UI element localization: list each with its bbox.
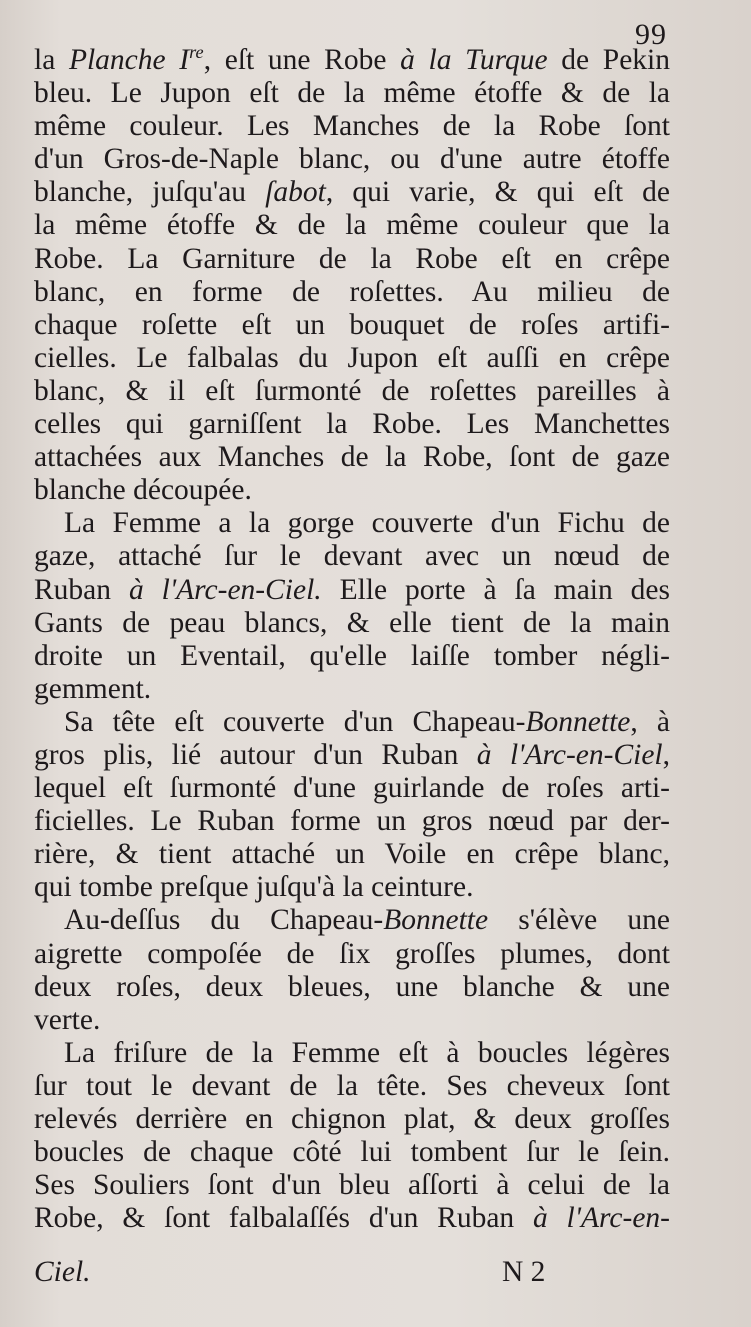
text-line [34, 1037, 670, 1070]
text-line [34, 574, 670, 607]
text-run: Ruban [34, 573, 129, 606]
text-line [34, 607, 670, 640]
text-line [34, 408, 670, 441]
text-line [34, 805, 670, 838]
text-run: qui tombe preſque juſqu'à la ceinture. [34, 871, 474, 904]
text-run: deux roſes, deux bleues, une blanche & une [34, 970, 670, 1003]
text-run: gaze, attaché ſur le devant avec un nœud de [34, 540, 670, 573]
text-run: cielles. Le falbalas du Jupon eſt auſſi en crêpe [34, 341, 670, 374]
text-run: bleu. Le Jupon eſt de la même étoffe & de la [34, 77, 670, 110]
text-run: s'élève une [488, 904, 670, 937]
text-line [34, 309, 670, 342]
text-line [34, 474, 670, 507]
text-run: La Femme a la gorge couverte d'un Fichu de [64, 507, 670, 540]
text-run: , qui varie, & qui eſt de [325, 176, 670, 209]
text-run: ficielles. Le Ruban forme un gros nœud par der- [34, 805, 670, 838]
text-run: ſur tout le devant de la tête. Ses cheveux ſont [34, 1069, 670, 1102]
text-run: Au-deſſus du Chapeau- [64, 904, 384, 937]
text-line [34, 739, 670, 772]
text-run: blanc, & il eſt ſurmonté de roſettes pareilles à [34, 374, 670, 407]
italic-text: Planche I [68, 44, 190, 76]
text-line [34, 938, 670, 971]
text-run: La friſure de la Femme eſt à boucles légères [64, 1036, 670, 1069]
text-run: lequel eſt ſurmonté d'une guirlande de roſes arti- [34, 772, 670, 805]
text-line [34, 540, 670, 573]
text-line [34, 640, 670, 673]
text-run: Gants de peau blancs, & elle tient de la main [34, 606, 670, 639]
text-run: , [662, 738, 670, 771]
text-run: la même étoffe & de la même couleur que la [34, 209, 670, 242]
signature-mark: N 2 [502, 1256, 546, 1288]
text-run: Elle porte à ſa main des [321, 573, 670, 606]
text-line [34, 243, 670, 276]
text-line [34, 1070, 670, 1103]
text-line [34, 507, 670, 540]
text-run: Ses Souliers ſont d'un bleu aſſorti à celui de la [34, 1169, 670, 1202]
text-line [34, 1136, 670, 1169]
text-line [34, 77, 670, 110]
text-line [34, 1103, 670, 1136]
text-line [34, 176, 670, 209]
text-run: rière, & tient attaché un Voile en crêpe blanc, [34, 838, 670, 871]
text-run: , eſt une Robe [203, 44, 401, 76]
text-line [34, 441, 670, 474]
text-run: gemment. [34, 672, 152, 705]
text-run: de Pekin [547, 44, 670, 76]
text-run: verte. [34, 1003, 101, 1036]
text-line [34, 1202, 670, 1235]
text-run: blanche, juſqu'au [34, 176, 266, 209]
text-run: d'un Gros-de-Naple blanc, ou d'une autre étoffe [34, 143, 670, 176]
text-run: attachées aux Manches de la Robe, ſont de gaze [34, 441, 670, 474]
body-text [34, 44, 670, 1235]
text-run: relevés derrière en chignon plat, & deux groſſes [34, 1103, 670, 1135]
text-line [34, 971, 670, 1004]
text-run: boucles de chaque côté lui tombent ſur le ſein. [34, 1136, 670, 1169]
text-line [34, 143, 670, 176]
text-run: même couleur. Les Manches de la Robe ſont [34, 110, 670, 143]
italic-text: re [189, 42, 204, 63]
text-line [34, 276, 670, 309]
text-run: celles qui garniſſent la Robe. Les Manchettes [34, 408, 670, 441]
italic-text: à l'Arc-en- [532, 1202, 670, 1235]
page-number: 99 [635, 18, 667, 51]
text-line [34, 1169, 670, 1202]
italic-text: Bonnette [383, 904, 489, 937]
text-line [34, 673, 670, 706]
text-run: aigrette compoſée de ſix groſſes plumes, dont [34, 937, 670, 970]
italic-text: à l'Arc-en-Ciel [476, 738, 663, 771]
text-run: blanc, en forme de roſettes. Au milieu de [34, 275, 670, 308]
text-line [34, 706, 670, 739]
text-run: droite un Eventail, qu'elle laiſſe tomber négli- [34, 639, 670, 672]
italic-text: Bonnette [525, 705, 631, 738]
text-line [34, 772, 670, 805]
text-run: Robe. La Garniture de la Robe eſt en crêpe [34, 242, 670, 275]
text-run: blanche découpée. [34, 474, 252, 507]
text-line [34, 110, 670, 143]
continuation-word: Ciel. [34, 1256, 91, 1288]
text-line [34, 838, 670, 871]
text-line [34, 871, 670, 904]
text-run: la [34, 44, 69, 76]
text-run: Robe, & ſont falbalaſſés d'un Ruban [34, 1202, 533, 1235]
text-run: , à [630, 705, 671, 738]
text-line [34, 342, 670, 375]
italic-text: ſabot [265, 176, 326, 209]
text-line [34, 44, 670, 77]
text-line [34, 375, 670, 408]
text-line [34, 1004, 670, 1037]
italic-text: à la Turque [400, 44, 548, 76]
italic-text: à l'Arc-en-Ciel. [128, 573, 322, 606]
text-run: chaque roſette eſt un bouquet de roſes artifi- [34, 308, 670, 341]
text-line [34, 209, 670, 242]
text-run: Sa tête eſt couverte d'un Chapeau- [64, 705, 526, 738]
text-line [34, 904, 670, 937]
text-run: gros plis, lié autour d'un Ruban [34, 738, 477, 771]
